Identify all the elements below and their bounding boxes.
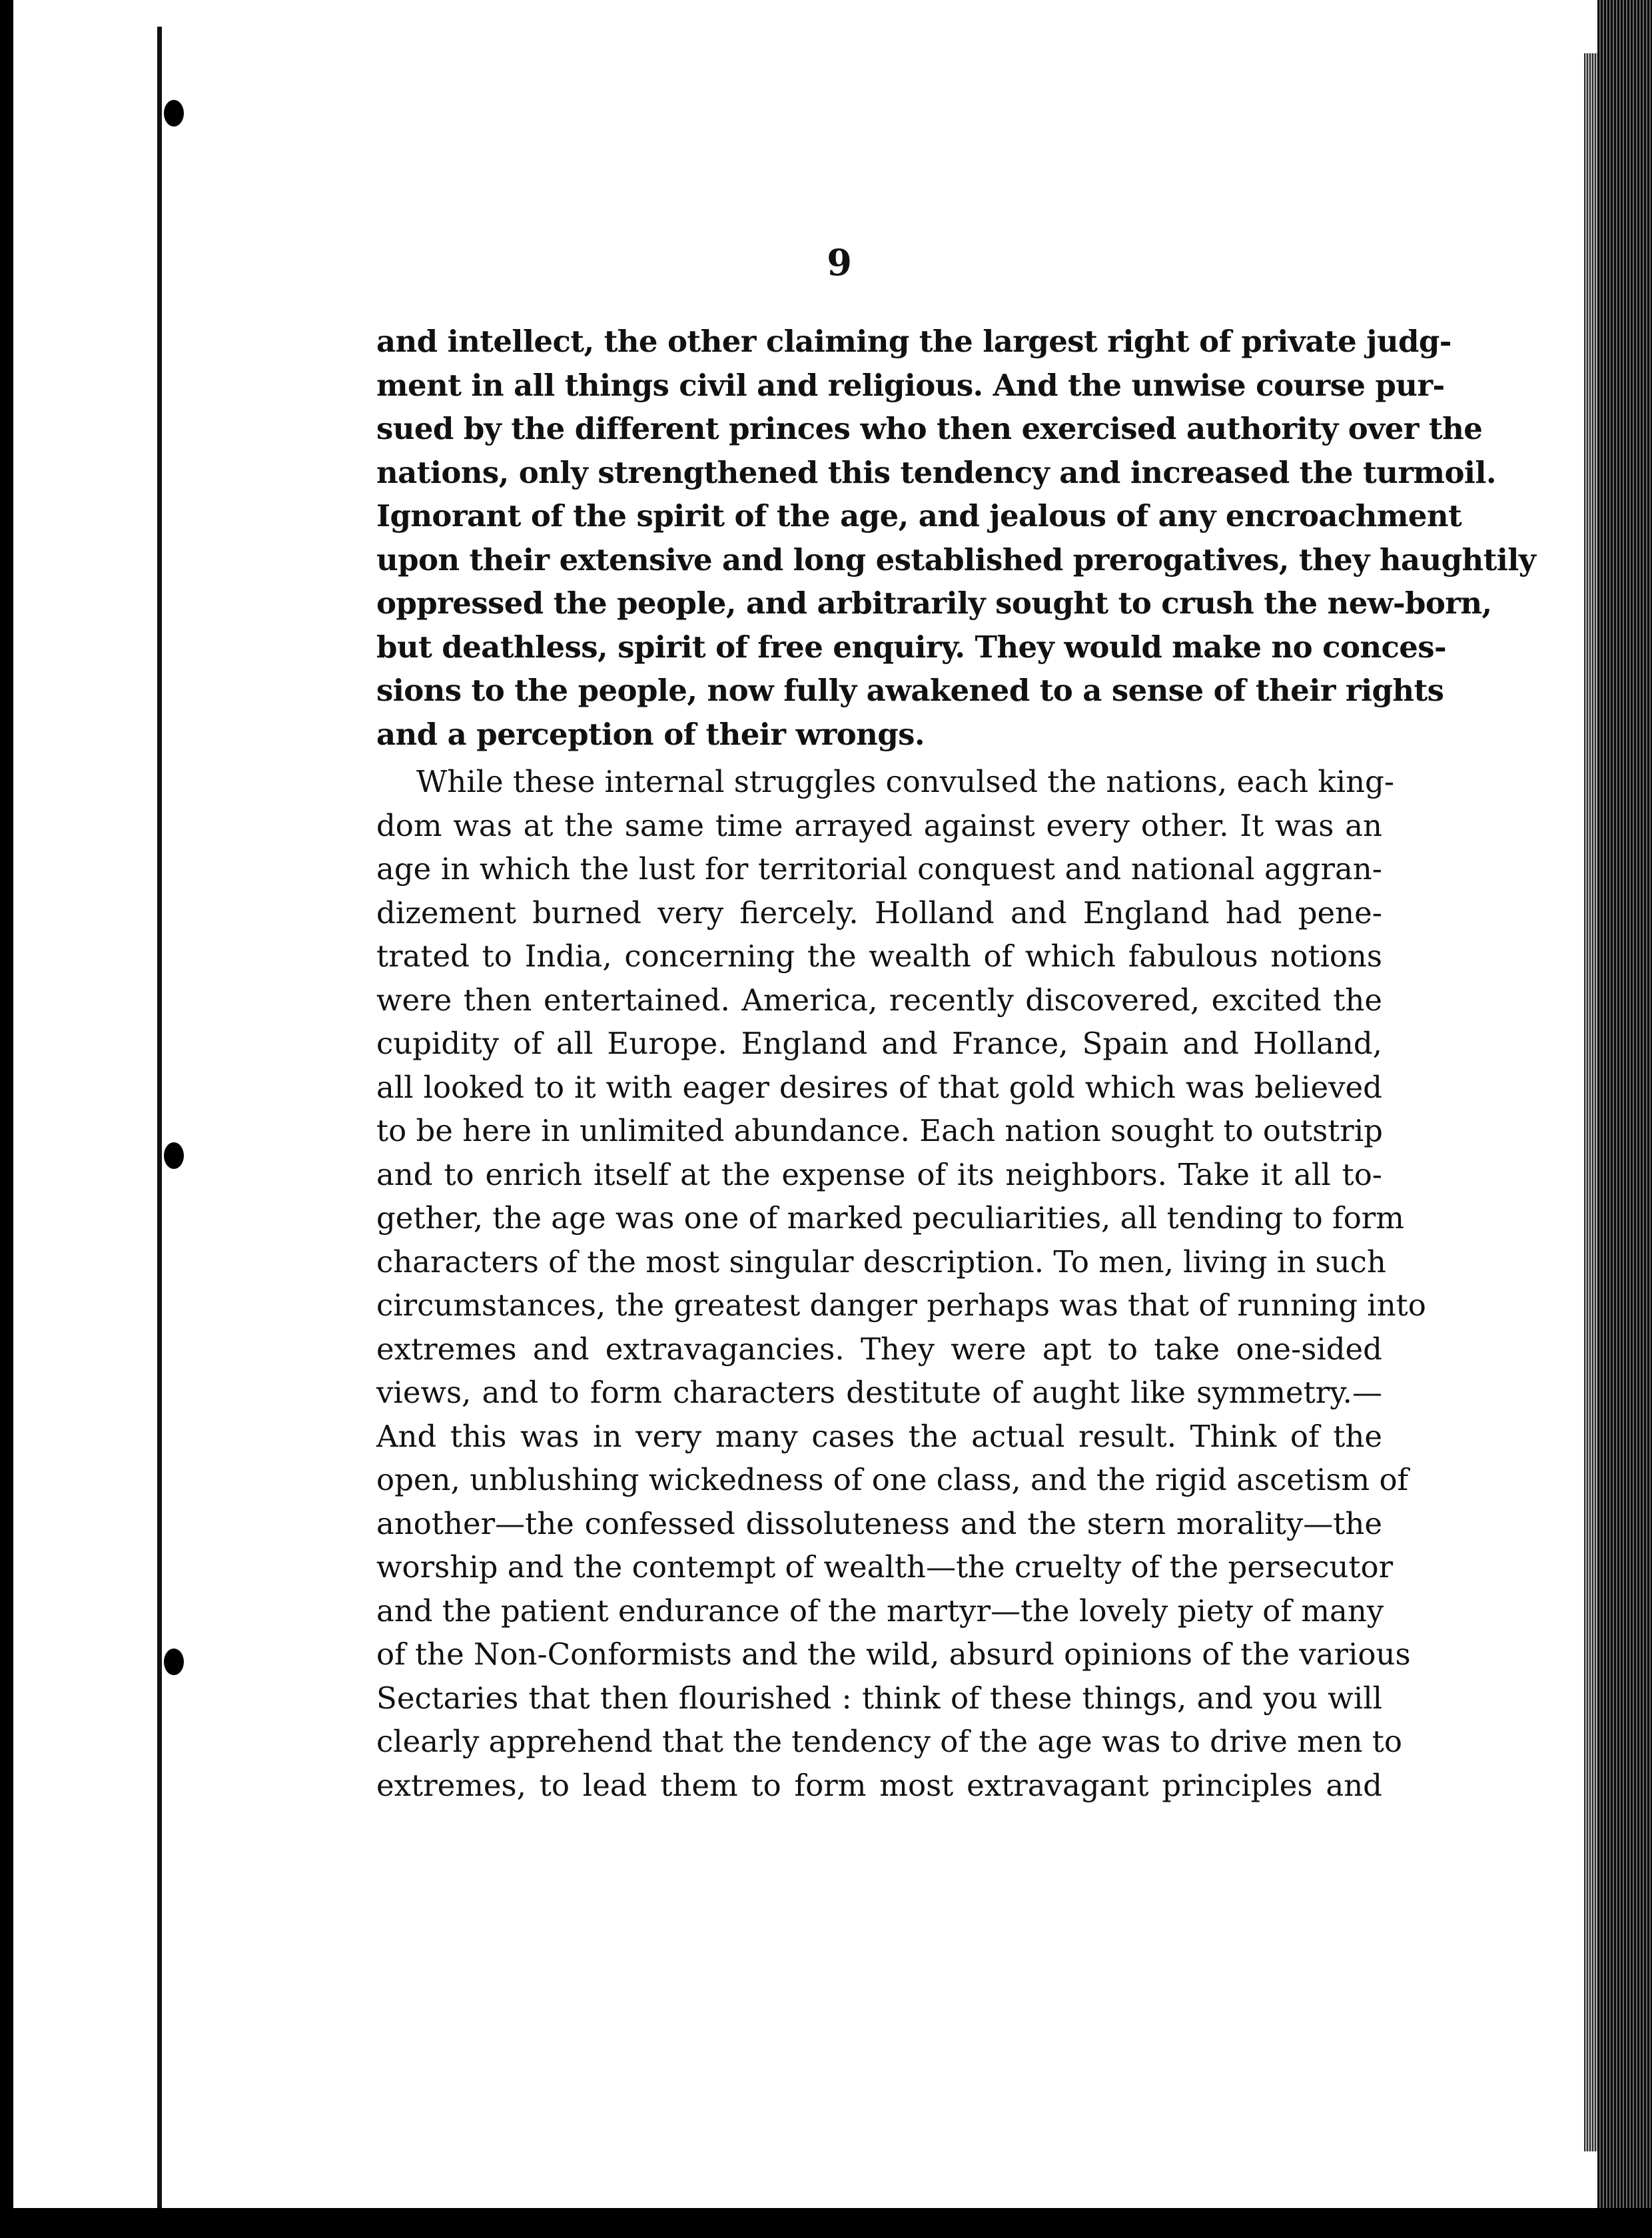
text-line: trated to India, concerning the wealth of which fabulous notions xyxy=(376,938,1382,974)
text-line: open, unblushing wickedness of one class, and the rigid ascetism of xyxy=(376,1462,1409,1497)
text-line: sued by the different princes who then exercised authority over the xyxy=(376,411,1483,446)
page-edge-inner xyxy=(1584,53,1597,2151)
binding-notch xyxy=(164,100,184,127)
text-line: Sectaries that then flourished : think of these things, and you will xyxy=(376,1680,1382,1716)
text-line: worship and the contempt of wealth—the cruelty of the persecutor xyxy=(376,1549,1394,1585)
page-stack-edge xyxy=(1597,0,1652,2238)
text-line: and to enrich itself at the expense of its neighbors. Take it all to- xyxy=(376,1156,1382,1192)
scan-bottom-border xyxy=(0,2208,1652,2238)
text-line: dizement burned very fiercely. Holland and England had pene- xyxy=(376,895,1382,931)
text-line: extremes, to lead them to form most extravagant principles and xyxy=(376,1767,1382,1803)
text-line: all looked to it with eager desires of that gold which was believed xyxy=(376,1069,1382,1105)
text-line: age in which the lust for territorial conquest and national aggran- xyxy=(376,851,1382,887)
text-line: and intellect, the other claiming the largest right of private judg- xyxy=(376,324,1451,359)
binding-notch xyxy=(164,1649,184,1675)
text-line: sions to the people, now fully awakened to a sense of their rights xyxy=(376,673,1444,708)
binding-notch xyxy=(164,1142,184,1169)
text-line: Ignorant of the spirit of the age, and jealous of any encroachment xyxy=(376,498,1462,534)
text-line: ment in all things civil and religious. And the unwise course pur- xyxy=(376,367,1445,403)
text-line: another—the confessed dissoluteness and the stern morality—the xyxy=(376,1505,1382,1541)
text-line: oppressed the people, and arbitrarily sought to crush the new-born, xyxy=(376,585,1492,621)
text-line: dom was at the same time arrayed against every other. It was an xyxy=(376,807,1382,843)
text-line: And this was in very many cases the actual result. Think of the xyxy=(376,1418,1382,1454)
text-line: extremes and extravagancies. They were apt to take one-sided xyxy=(376,1331,1382,1367)
text-line: While these internal struggles convulsed the nations, each king- xyxy=(416,764,1395,799)
text-line: cupidity of all Europe. England and France, Spain and Holland, xyxy=(376,1026,1382,1061)
body-text xyxy=(376,320,1536,1807)
text-line: gether, the age was one of marked peculiarities, all tending to form xyxy=(376,1200,1404,1236)
text-line: and the patient endurance of the martyr—the lovely piety of many xyxy=(376,1593,1384,1629)
binding-stitch-line xyxy=(157,27,189,2225)
text-line: but deathless, spirit of free enquiry. They would make no conces- xyxy=(376,629,1447,665)
text-line: clearly apprehend that the tendency of the age was to drive men to xyxy=(376,1724,1402,1759)
text-line: views, and to form characters destitute of aught like symmetry.— xyxy=(376,1375,1382,1410)
paragraph xyxy=(376,320,1536,756)
text-line: to be here in unlimited abundance. Each nation sought to outstrip xyxy=(376,1113,1383,1148)
text-line: characters of the most singular description. To men, living in such xyxy=(376,1244,1386,1280)
binding-edge xyxy=(0,0,13,2238)
text-line: nations, only strengthened this tendency and increased the turmoil. xyxy=(376,454,1496,490)
text-line: and a perception of their wrongs. xyxy=(376,716,925,752)
text-line: were then entertained. America, recently discovered, excited the xyxy=(376,982,1382,1018)
text-line: circumstances, the greatest danger perhaps was that of running into xyxy=(376,1288,1426,1323)
text-line: of the Non-Conformists and the wild, absurd opinions of the various xyxy=(376,1637,1411,1672)
text-line: upon their extensive and long established prerogatives, they haughtily xyxy=(376,542,1536,577)
page-number: 9 xyxy=(827,241,852,284)
paragraph xyxy=(376,760,1426,1807)
